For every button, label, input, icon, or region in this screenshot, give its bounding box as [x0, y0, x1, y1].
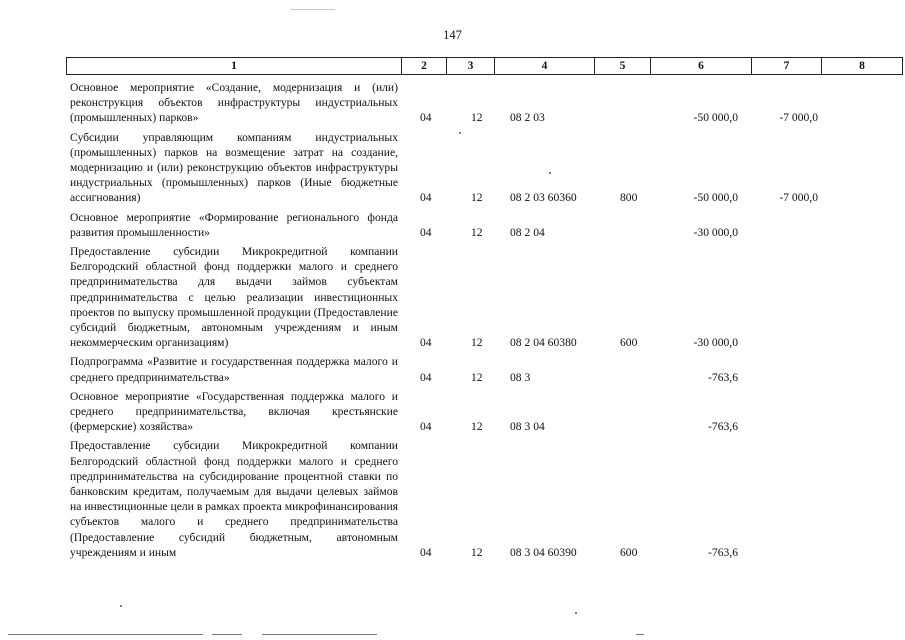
row-target-code: 08 3: [510, 370, 531, 384]
table-row: [0, 389, 905, 435]
scan-edge-line: [212, 634, 242, 635]
table-row: [0, 438, 905, 560]
row-description: Субсидии управляющим компаниям индустриальных (промышленных) парков на возмещение затрат на создание, модернизацию и (или) реконструкцию объектов инфраструктуры индустриальных (промышленных) парков (Иные бюджетные ассигнования): [70, 130, 398, 205]
row-amount-col6: -763,6: [708, 370, 738, 384]
column-header-table: [66, 57, 903, 75]
scan-edge-line: [8, 634, 203, 635]
row-description: Предоставление субсидии Микрокредитной компании Белгородский областной фонд поддержки малого и среднего предпринимательства на субсидирование процентной ставки по банковским кредитам, получаемым для выдачи целевых займов на инвестиционные цели в рамках проекта микрофинансирования субъектов малого и среднего предпринимательства (Предоставление субсидий бюджетным, автономным учреждениям и иным: [70, 439, 398, 559]
row-target-code: 08 2 04: [510, 225, 545, 239]
column-header-1: 1: [67, 58, 402, 75]
row-description: Основное мероприятие «Создание, модернизация и (или) реконструкция объектов инфраструктуры индустриальных (промышленных) парков»: [70, 81, 398, 125]
row-subsection-code: 12: [471, 545, 483, 559]
row-subsection-code: 12: [471, 191, 483, 205]
table-row: [0, 80, 905, 126]
column-header-5: 5: [595, 58, 651, 75]
row-target-code: 08 2 04 60380: [510, 336, 577, 350]
scan-edge-line: [262, 634, 377, 635]
row-amount-col7: -7 000,0: [779, 191, 818, 205]
page-number: 147: [443, 28, 462, 42]
column-header-2: 2: [402, 58, 447, 75]
row-section-code: 04: [420, 191, 432, 205]
scan-mark: [290, 9, 335, 10]
table-row: [0, 130, 905, 206]
column-header-3: 3: [447, 58, 495, 75]
row-amount-col6: -50 000,0: [693, 191, 738, 205]
row-description: Предоставление субсидии Микрокредитной компании Белгородский областной фонд поддержки малого и среднего предпринимательства для выдачи займов субъектам предпринимательства с целью реализации инвестиционных проектов по выпуску промышленной продукции (Предоставление субсидий бюджетным, автономным учреждениям и иным некоммерческим организациям): [70, 245, 398, 350]
row-section-code: 04: [420, 370, 432, 384]
row-amount-col6: -763,6: [708, 420, 738, 434]
table-row: [0, 210, 905, 240]
row-section-code: 04: [420, 225, 432, 239]
row-section-code: 04: [420, 111, 432, 125]
scan-speck: [459, 132, 461, 134]
row-subsection-code: 12: [471, 225, 483, 239]
scan-speck: [549, 172, 551, 174]
row-expense-type: 800: [620, 191, 638, 205]
row-description: Основное мероприятие «Государственная поддержка малого и среднего предпринимательства, включая крестьянские (фермерские) хозяйства»: [70, 389, 398, 434]
row-subsection-code: 12: [471, 420, 483, 434]
scan-speck: [120, 605, 122, 607]
scan-speck: [575, 612, 577, 614]
row-amount-col7: -7 000,0: [779, 111, 818, 125]
row-subsection-code: 12: [471, 111, 483, 125]
table-body: [0, 80, 905, 564]
scan-edge-line: [636, 634, 644, 635]
column-header-8: 8: [822, 58, 903, 75]
row-description: Основное мероприятие «Формирование регионального фонда развития промышленности»: [70, 210, 398, 239]
row-section-code: 04: [420, 545, 432, 559]
row-expense-type: 600: [620, 336, 638, 350]
row-target-code: 08 2 03: [510, 111, 545, 125]
column-header-6: 6: [651, 58, 752, 75]
row-amount-col6: -30 000,0: [693, 336, 738, 350]
column-header-4: 4: [495, 58, 595, 75]
row-subsection-code: 12: [471, 370, 483, 384]
row-amount-col6: -50 000,0: [693, 111, 738, 125]
row-section-code: 04: [420, 420, 432, 434]
table-row: [0, 354, 905, 384]
table-row: [0, 244, 905, 350]
row-expense-type: 600: [620, 545, 638, 559]
row-amount-col6: -30 000,0: [693, 225, 738, 239]
row-target-code: 08 2 03 60360: [510, 191, 577, 205]
row-target-code: 08 3 04 60390: [510, 545, 577, 559]
row-target-code: 08 3 04: [510, 420, 545, 434]
row-description: Подпрограмма «Развитие и государственная поддержка малого и среднего предпринимательства»: [70, 355, 398, 384]
column-header-7: 7: [752, 58, 822, 75]
row-section-code: 04: [420, 336, 432, 350]
row-amount-col6: -763,6: [708, 545, 738, 559]
row-subsection-code: 12: [471, 336, 483, 350]
